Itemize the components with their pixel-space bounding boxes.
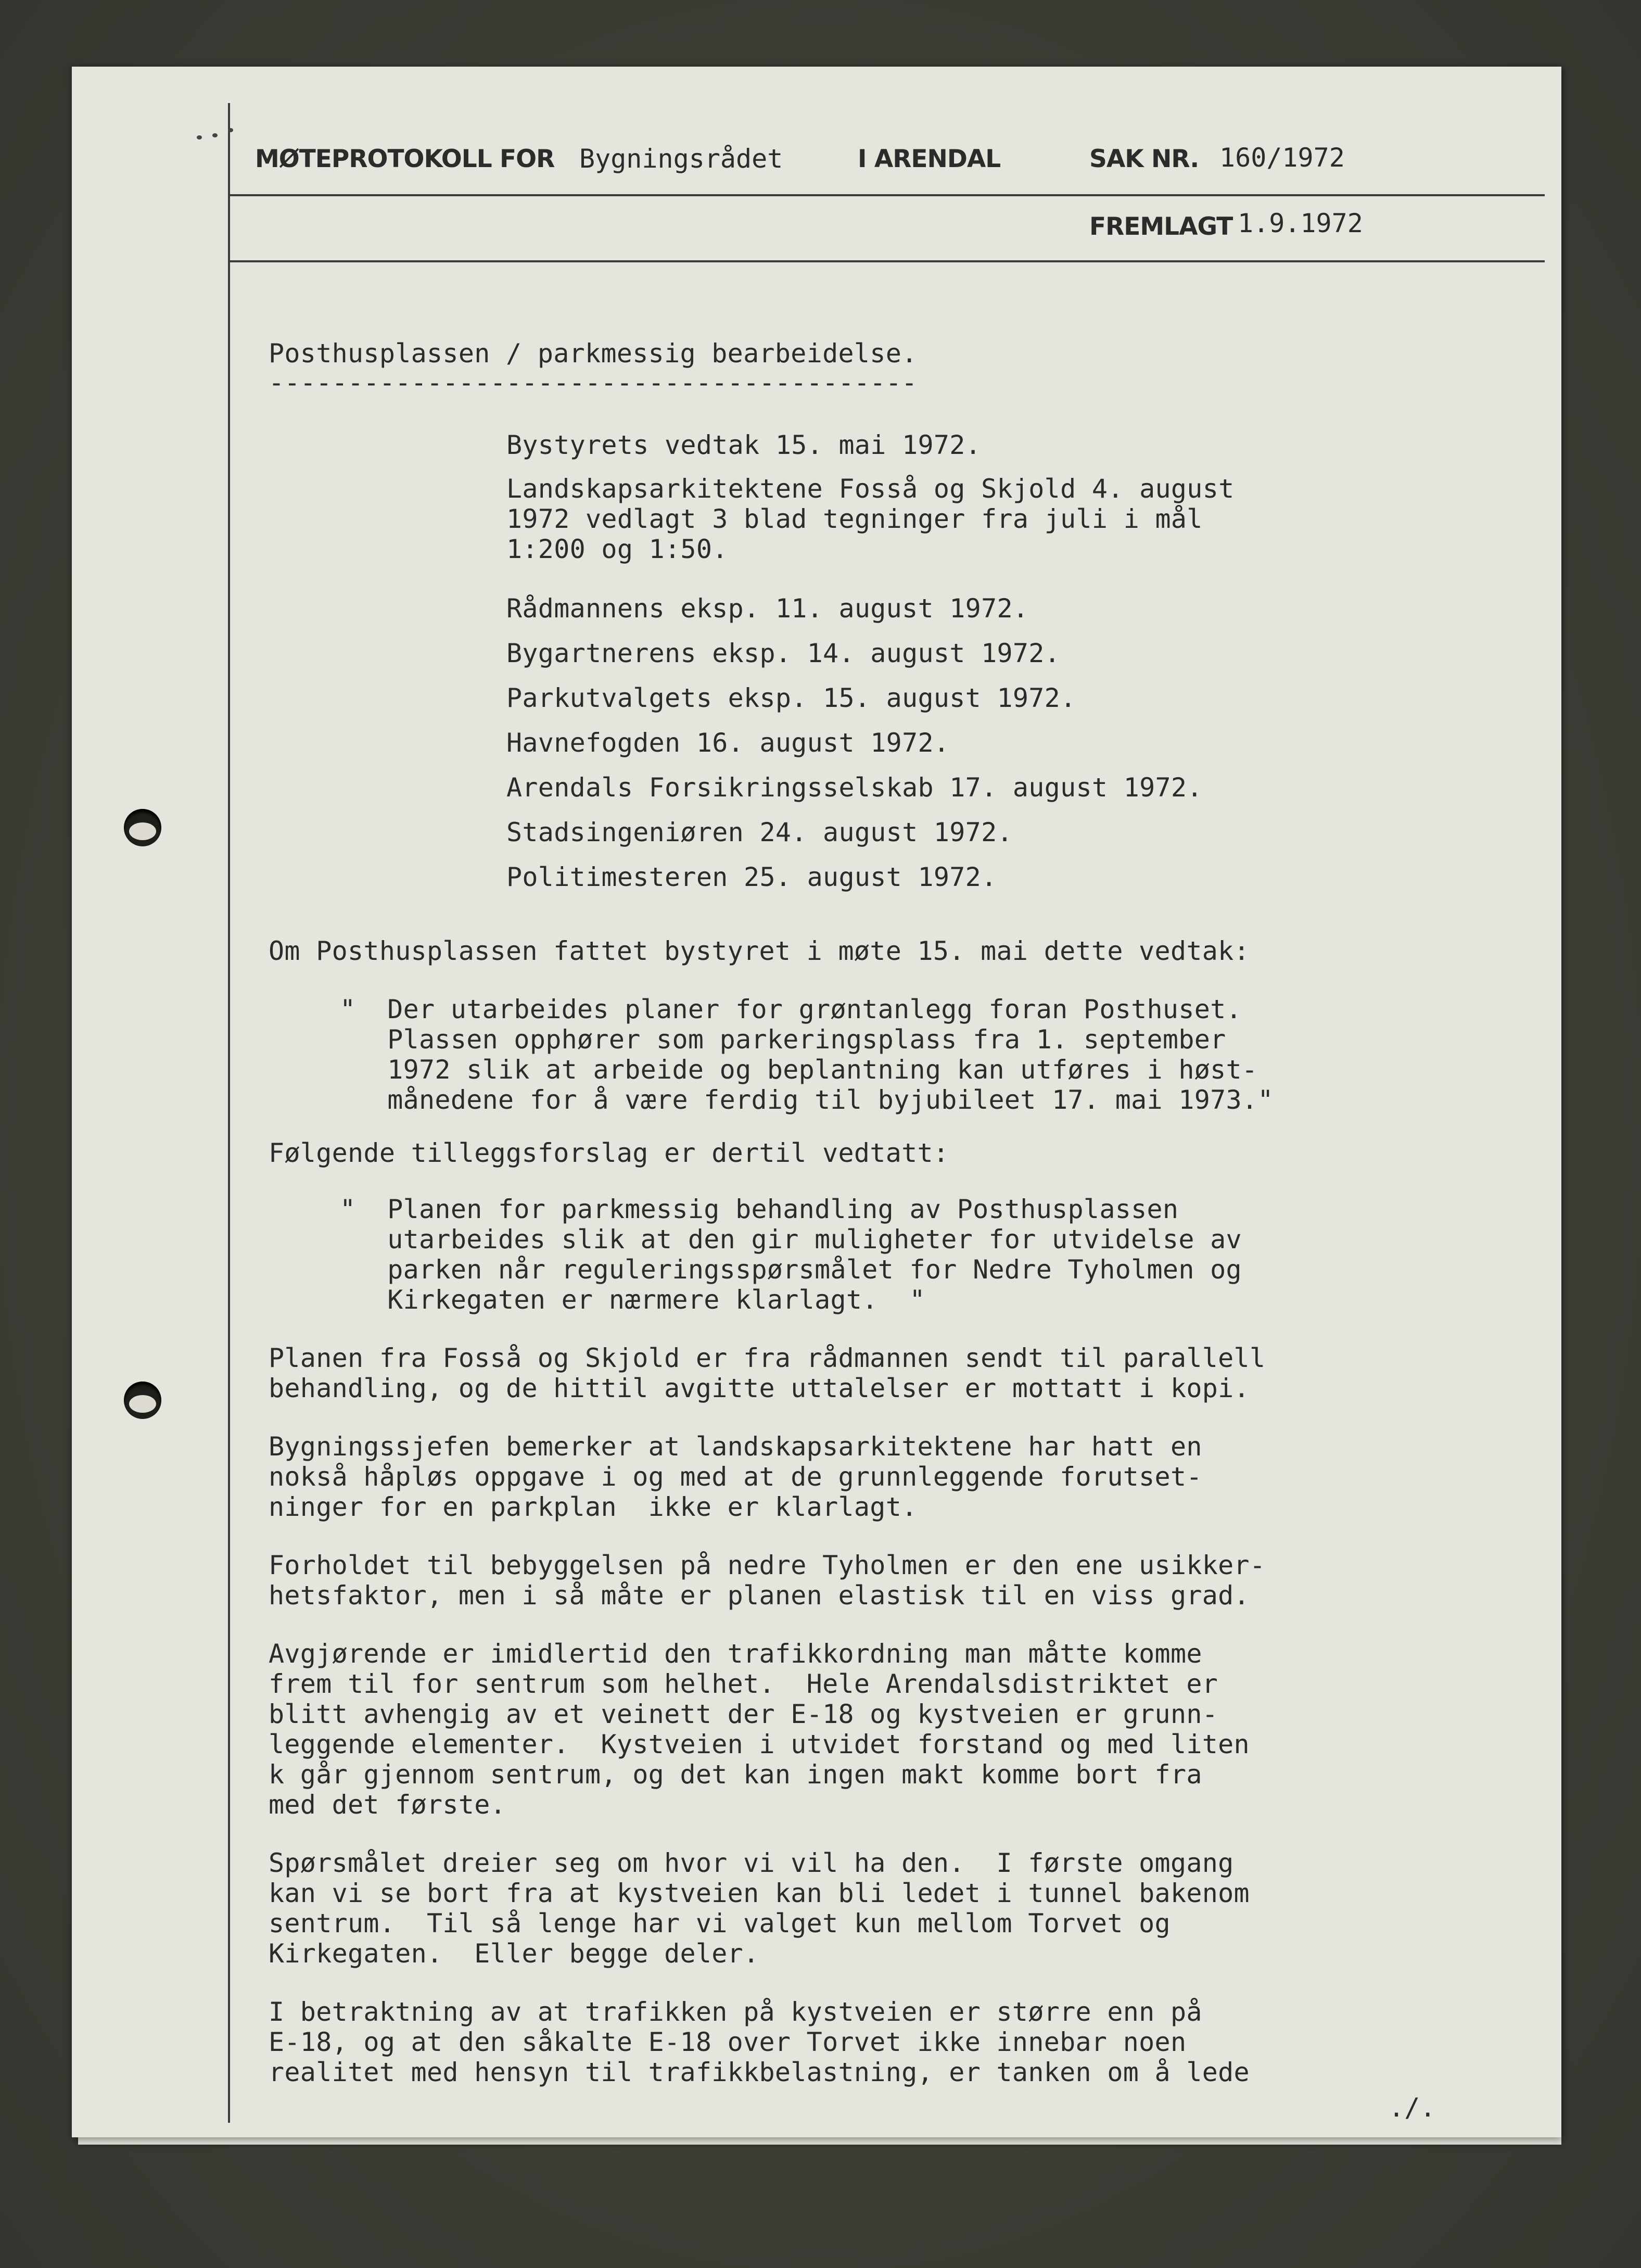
header-rule-bottom	[228, 260, 1545, 262]
quote-line: 1972 slik at arbeide og beplantning kan utføres i høst-	[340, 1055, 1258, 1085]
reference-line: Politimesteren 25. august 1972.	[506, 862, 997, 892]
body-line: leggende elementer. Kystveien i utvidet forstand og med liten	[269, 1729, 1250, 1759]
presented-date: 1.9.1972	[1238, 208, 1363, 238]
body-line: Avgjørende er imidlertid den trafikkordning man måtte komme	[269, 1639, 1202, 1669]
quote-line: Kirkegaten er nærmere klarlagt. "	[340, 1285, 925, 1315]
case-label: SAK NR.	[1089, 145, 1199, 173]
document-page	[72, 67, 1561, 2137]
body-addition: Følgende tilleggsforslag er dertil vedtatt:	[269, 1138, 949, 1168]
ink-speck	[212, 133, 218, 137]
protocol-label: MØTEPROTOKOLL FOR	[255, 145, 555, 173]
body-line: med det første.	[269, 1790, 506, 1820]
case-number: 160/1972	[1219, 143, 1345, 173]
reference-line: Stadsingeniøren 24. august 1972.	[506, 817, 1013, 847]
body-line: I betraktning av at trafikken på kystveien er større enn på	[269, 1997, 1202, 2027]
punch-hole-upper	[124, 809, 161, 846]
reference-line: Rådmannens eksp. 11. august 1972.	[506, 593, 1029, 624]
punch-hole-lower	[124, 1382, 161, 1419]
quote-line: " Der utarbeides planer for grøntanlegg foran Posthuset.	[340, 994, 1242, 1024]
body-line: Kirkegaten. Eller begge deler.	[269, 1938, 759, 1969]
quote-line: " Planen for parkmessig behandling av Posthusplassen	[340, 1194, 1179, 1224]
continuation-mark: ./.	[1389, 2093, 1436, 2123]
body-intro: Om Posthusplassen fattet bystyret i møte 15. mai dette vedtak:	[269, 936, 1250, 966]
body-line: frem til for sentrum som helhet. Hele Arendalsdistriktet er	[269, 1669, 1218, 1699]
body-line: Bygningssjefen bemerker at landskapsarkitektene har hatt en	[269, 1431, 1202, 1462]
reference-line: Arendals Forsikringsselskab 17. august 1972.	[506, 772, 1203, 803]
quote-line: parken når reguleringsspørsmålet for Nedre Tyholmen og	[340, 1255, 1242, 1285]
body-line: kan vi se bort fra at kystveien kan bli ledet i tunnel bakenom	[269, 1878, 1250, 1908]
body-line: hetsfaktor, men i så måte er planen elastisk til en viss grad.	[269, 1580, 1250, 1611]
reference-line: 1:200 og 1:50.	[506, 534, 728, 564]
reference-line: Parkutvalgets eksp. 15. august 1972.	[506, 683, 1076, 713]
reference-line: Bystyrets vedtak 15. mai 1972.	[506, 430, 982, 460]
body-line: k går gjennom sentrum, og det kan ingen makt komme bort fra	[269, 1759, 1202, 1790]
city-label: I ARENDAL	[858, 145, 1001, 173]
ink-speck	[197, 135, 202, 140]
body-line: nokså håpløs oppgave i og med at de grunnleggende forutset-	[269, 1462, 1202, 1492]
body-line: Spørsmålet dreier seg om hvor vi vil ha den. I første omgang	[269, 1848, 1234, 1878]
reference-line: Havnefogden 16. august 1972.	[506, 728, 950, 758]
quote-line: Plassen opphører som parkeringsplass fra 1. september	[340, 1024, 1226, 1055]
body-line: behandling, og de hittil avgitte uttalelser er mottatt i kopi.	[269, 1373, 1250, 1403]
header-rule-top	[228, 194, 1545, 196]
document-title: Posthusplassen / parkmessig bearbeidelse.	[269, 338, 918, 369]
reference-line: Landskapsarkitektene Fosså og Skjold 4. august	[506, 474, 1235, 504]
title-underline: -----------------------------------------	[269, 368, 918, 398]
quote-line: utarbeides slik at den gir muligheter for utvidelse av	[340, 1224, 1242, 1255]
body-line: sentrum. Til så lenge har vi valget kun mellom Torvet og	[269, 1908, 1171, 1938]
body-line: E-18, og at den såkalte E-18 over Torvet ikke innebar noen	[269, 2027, 1187, 2057]
reference-line: Bygartnerens eksp. 14. august 1972.	[506, 638, 1061, 668]
reference-line: 1972 vedlagt 3 blad tegninger fra juli i mål	[506, 504, 1203, 534]
body-line: realitet med hensyn til trafikkbelastning, er tanken om å lede	[269, 2057, 1250, 2087]
quote-line: månedene for å være ferdig til byjubileet 17. mai 1973."	[340, 1085, 1274, 1115]
presented-label: FREMLAGT	[1089, 212, 1233, 241]
left-margin-rule	[228, 103, 230, 2123]
body-line: Planen fra Fosså og Skjold er fra rådmannen sendt til parallell	[269, 1343, 1266, 1373]
body-line: Forholdet til bebyggelsen på nedre Tyholmen er den ene usikker-	[269, 1550, 1266, 1580]
body-line: blitt avhengig av et veinett der E-18 og kystveien er grunn-	[269, 1699, 1218, 1729]
board-name: Bygningsrådet	[579, 144, 783, 174]
ink-speck	[228, 128, 233, 132]
body-line: ninger for en parkplan ikke er klarlagt.	[269, 1492, 918, 1522]
